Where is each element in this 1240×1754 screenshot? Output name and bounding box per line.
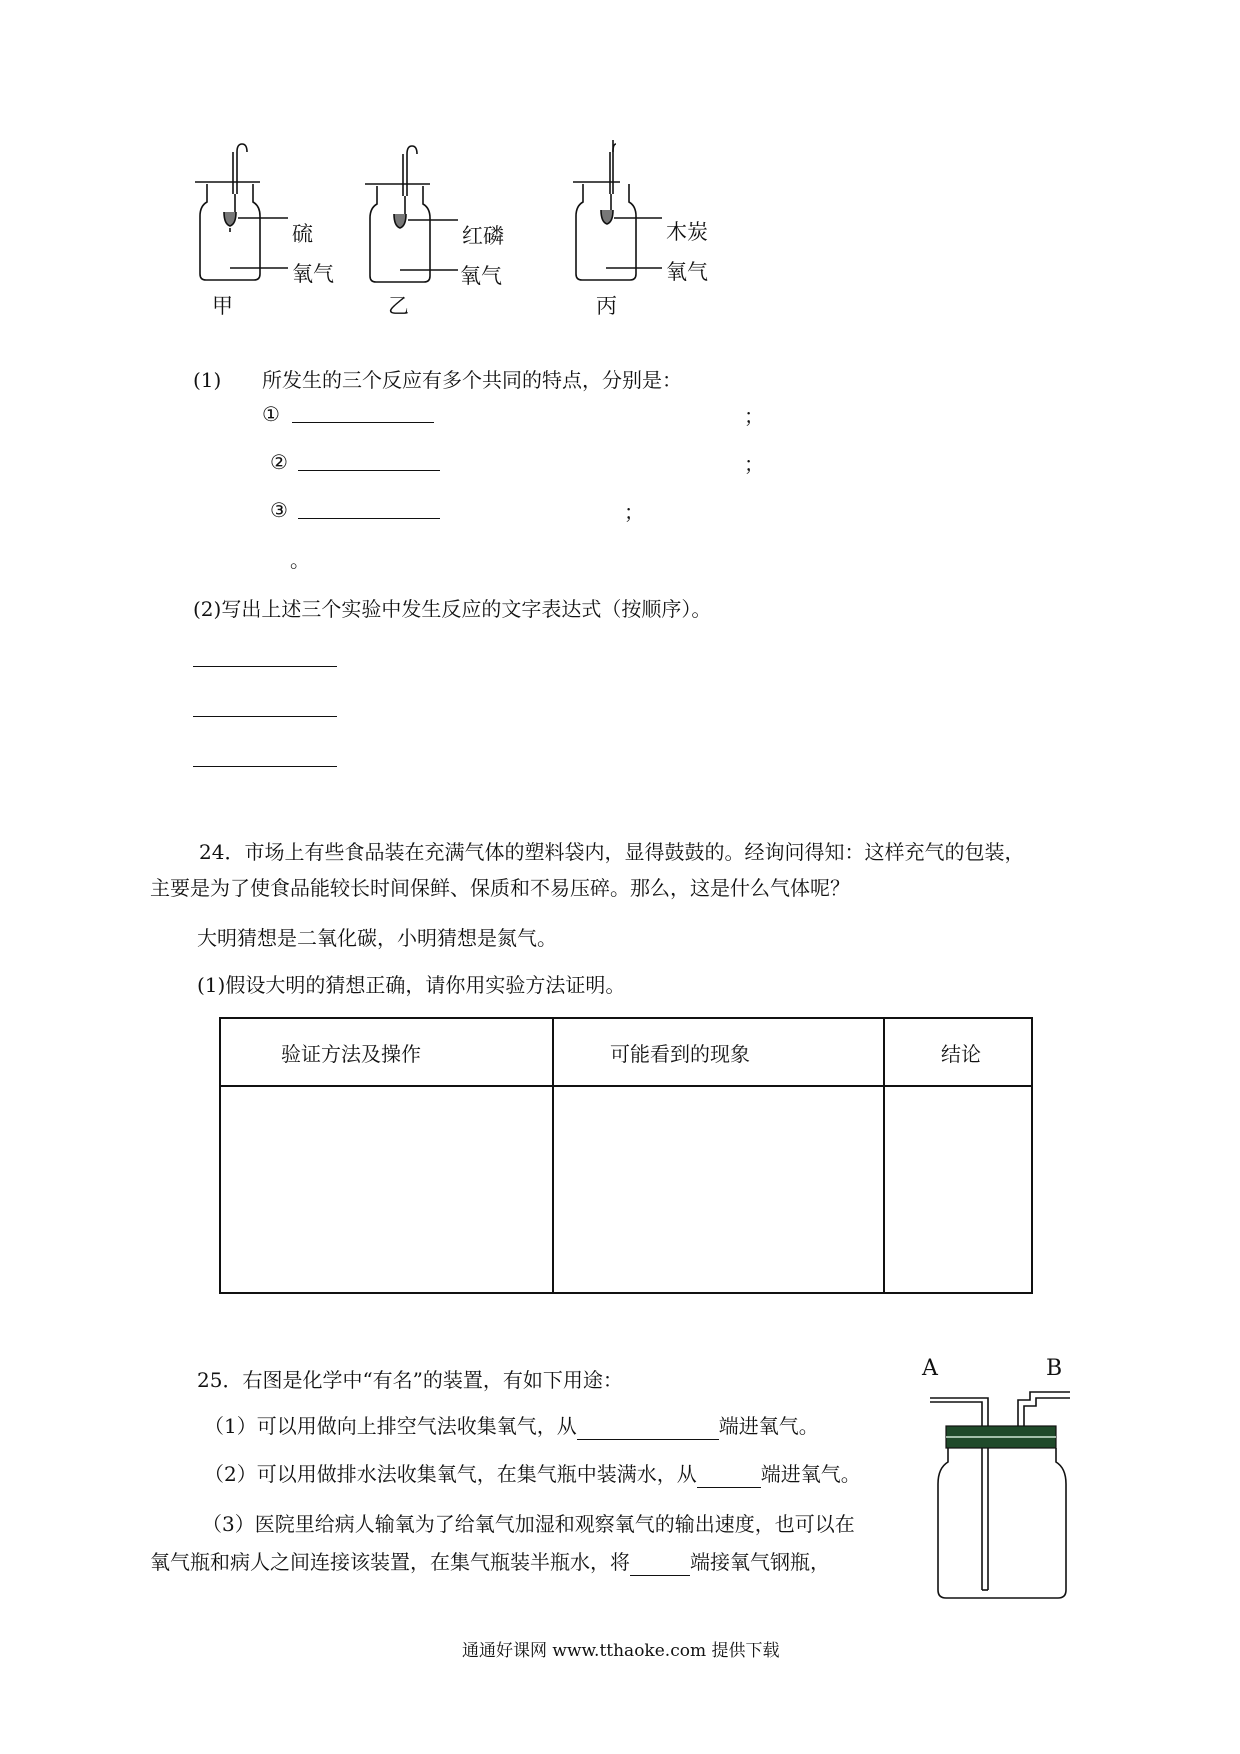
- q23-item2-marker: ②: [270, 450, 288, 474]
- q23-item3-answer-line[interactable]: [298, 518, 440, 519]
- q24-part1: (1)假设大明的猜想正确，请你用实验方法证明。: [197, 973, 626, 997]
- label-sulfur: 硫: [292, 222, 313, 246]
- q23-period: 。: [290, 548, 310, 572]
- table-cell-conclusion[interactable]: [884, 1086, 1032, 1293]
- q25-part2-blank[interactable]: [697, 1465, 761, 1488]
- q25-part3-line1: （3）医院里给病人输氧为了给氧气加湿和观察氧气的输出速度，也可以在: [202, 1512, 855, 1536]
- q23-expression-line-3[interactable]: [193, 766, 337, 767]
- q25-part2-text: （2）可以用做排水法收集氧气，在集气瓶中装满水，从 端进氧气。: [204, 1462, 861, 1486]
- table-cell-method[interactable]: [220, 1086, 553, 1293]
- page-footer: 通通好课网 www.tthaoke.com 提供下载: [462, 1641, 780, 1661]
- table-cell-phenomenon[interactable]: [553, 1086, 884, 1293]
- q23-item1-marker: ①: [262, 402, 280, 426]
- table-header-conclusion: 结论: [884, 1018, 1032, 1086]
- q23-part2-text: (2)写出上述三个实验中发生反应的文字表达式（按顺序）。: [193, 597, 712, 621]
- label-oxygen-bing: 氧气: [666, 260, 708, 284]
- q24-guess: 大明猜想是二氧化碳，小明猜想是氮气。: [197, 926, 557, 950]
- q25-intro: 25．右图是化学中“有名”的装置，有如下用途：: [197, 1368, 623, 1392]
- q23-item1-answer-line[interactable]: [292, 422, 434, 423]
- q23-item2-answer-line[interactable]: [298, 470, 440, 471]
- q23-item2-semicolon: ；: [744, 452, 764, 476]
- q23-expression-line-2[interactable]: [193, 716, 337, 717]
- q24-answer-table: [219, 1017, 1033, 1294]
- caption-jia: 甲: [212, 294, 233, 318]
- table-header-phenomenon: 可能看到的现象: [553, 1018, 884, 1086]
- label-oxygen-jia: 氧气: [292, 262, 334, 286]
- q23-expression-line-1[interactable]: [193, 666, 337, 667]
- q25-part1-blank[interactable]: [577, 1417, 719, 1440]
- q23-part1-number: (1): [193, 368, 222, 392]
- q25-part3-line2: 氧气瓶和病人之间连接该装置，在集气瓶装半瓶水，将 端接氧气钢瓶，: [150, 1550, 830, 1574]
- q25-part3-blank[interactable]: [630, 1553, 690, 1576]
- caption-bing: 丙: [596, 294, 617, 318]
- label-oxygen-yi: 氧气: [460, 264, 502, 288]
- q24-text-line2: 主要是为了使食品能较长时间保鲜、保质和不易压碎。那么，这是什么气体呢？: [150, 876, 850, 900]
- table-header-method: 验证方法及操作: [220, 1018, 553, 1086]
- caption-yi: 乙: [388, 294, 409, 318]
- apparatus-yi: [365, 146, 458, 282]
- q23-part1-text: 所发生的三个反应有多个共同的特点，分别是：: [262, 368, 682, 392]
- gas-collection-bottle-diagram: [920, 1360, 1080, 1600]
- label-charcoal: 木炭: [666, 220, 708, 244]
- apparatus-bing: [573, 140, 662, 280]
- tube-label-a: A: [922, 1356, 938, 1381]
- q24-text-line1: 24．市场上有些食品装在充满气体的塑料袋内，显得鼓鼓的。经询问得知：这样充气的包装，: [199, 840, 1025, 864]
- q23-item3-semicolon: ；: [624, 500, 644, 524]
- q25-part1-text: （1）可以用做向上排空气法收集氧气，从 端进氧气。: [204, 1414, 819, 1438]
- label-red-phosphorus: 红磷: [462, 224, 504, 248]
- q23-item3-marker: ③: [270, 498, 288, 522]
- tube-label-b: B: [1046, 1356, 1063, 1381]
- q23-item1-semicolon: ；: [744, 404, 764, 428]
- apparatus-jia: [195, 144, 288, 280]
- combustion-apparatus-diagram: [180, 140, 740, 320]
